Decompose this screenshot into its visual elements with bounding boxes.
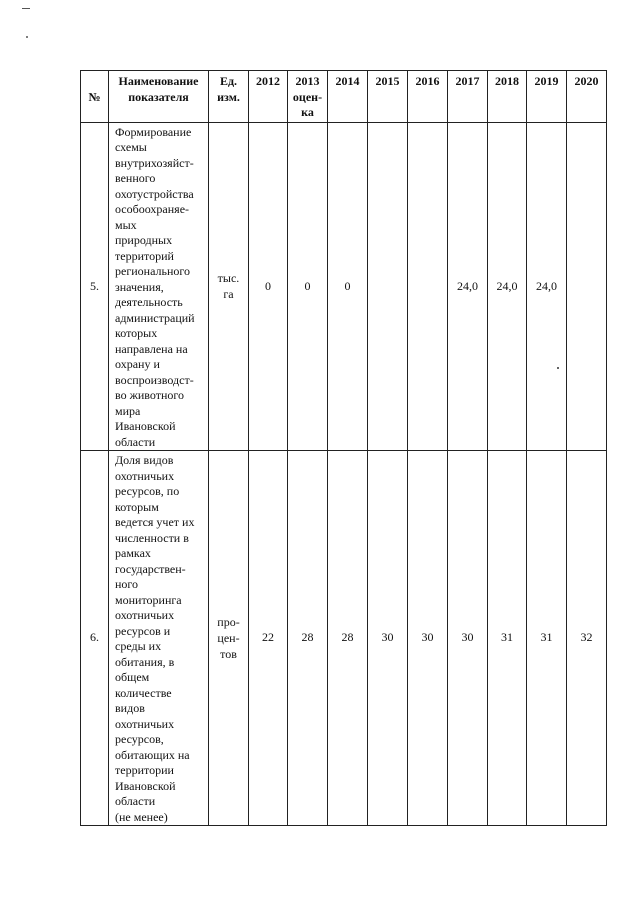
value-2019: 31 xyxy=(527,451,567,826)
value-2014: 0 xyxy=(328,122,368,451)
value-2015 xyxy=(368,122,408,451)
value-2016: 30 xyxy=(408,451,448,826)
scan-speck xyxy=(26,36,28,38)
indicator-name: Доля видов охотничьих ресурсов, по которым ведется учет их численности в рамках государствен- ного мониторинга охотничьих ресурсов и среды их обитания, в общем количестве видов охотничьих ресурсов, обитающих на территории Ивановской области (не менее) xyxy=(109,451,209,826)
header-row xyxy=(81,71,607,123)
value-2017: 30 xyxy=(448,451,488,826)
row-number: 5. xyxy=(81,122,109,451)
header-year-2016: 2016 xyxy=(408,71,448,123)
value-2013: 0 xyxy=(288,122,328,451)
header-year-2014: 2014 xyxy=(328,71,368,123)
indicator-unit: про- цен- тов xyxy=(209,451,249,826)
value-2014: 28 xyxy=(328,451,368,826)
value-2020 xyxy=(567,122,607,451)
scan-dot xyxy=(557,367,559,369)
indicator-unit: тыс. га xyxy=(209,122,249,451)
header-year-2017: 2017 xyxy=(448,71,488,123)
value-2019: 24,0 xyxy=(527,122,567,451)
table-row xyxy=(81,451,607,826)
header-name: Наименование показателя xyxy=(109,71,209,123)
header-year-2015: 2015 xyxy=(368,71,408,123)
header-year-2012: 2012 xyxy=(249,71,288,123)
header-unit: Ед. изм. xyxy=(209,71,249,123)
header-year-2020: 2020 xyxy=(567,71,607,123)
value-2012: 22 xyxy=(249,451,288,826)
indicators-table xyxy=(80,70,607,826)
table-row xyxy=(81,122,607,451)
header-year-2013: 2013 оцен-ка xyxy=(288,71,328,123)
header-number: № xyxy=(81,71,109,123)
header-year-2019: 2019 xyxy=(527,71,567,123)
row-number: 6. xyxy=(81,451,109,826)
indicator-name: Формирование схемы внутрихозяйст- венного охотустройства особоохраняе- мых природных территорий регионального значения, деятельность администраций которых направлена на охрану и воспроизводст- во животного мира Ивановской области xyxy=(109,122,209,451)
value-2018: 24,0 xyxy=(488,122,527,451)
scan-speck xyxy=(22,8,30,9)
value-2016 xyxy=(408,122,448,451)
value-2012: 0 xyxy=(249,122,288,451)
header-year-2018: 2018 xyxy=(488,71,527,123)
value-2017: 24,0 xyxy=(448,122,488,451)
value-2015: 30 xyxy=(368,451,408,826)
value-2020: 32 xyxy=(567,451,607,826)
value-2013: 28 xyxy=(288,451,328,826)
value-2018: 31 xyxy=(488,451,527,826)
